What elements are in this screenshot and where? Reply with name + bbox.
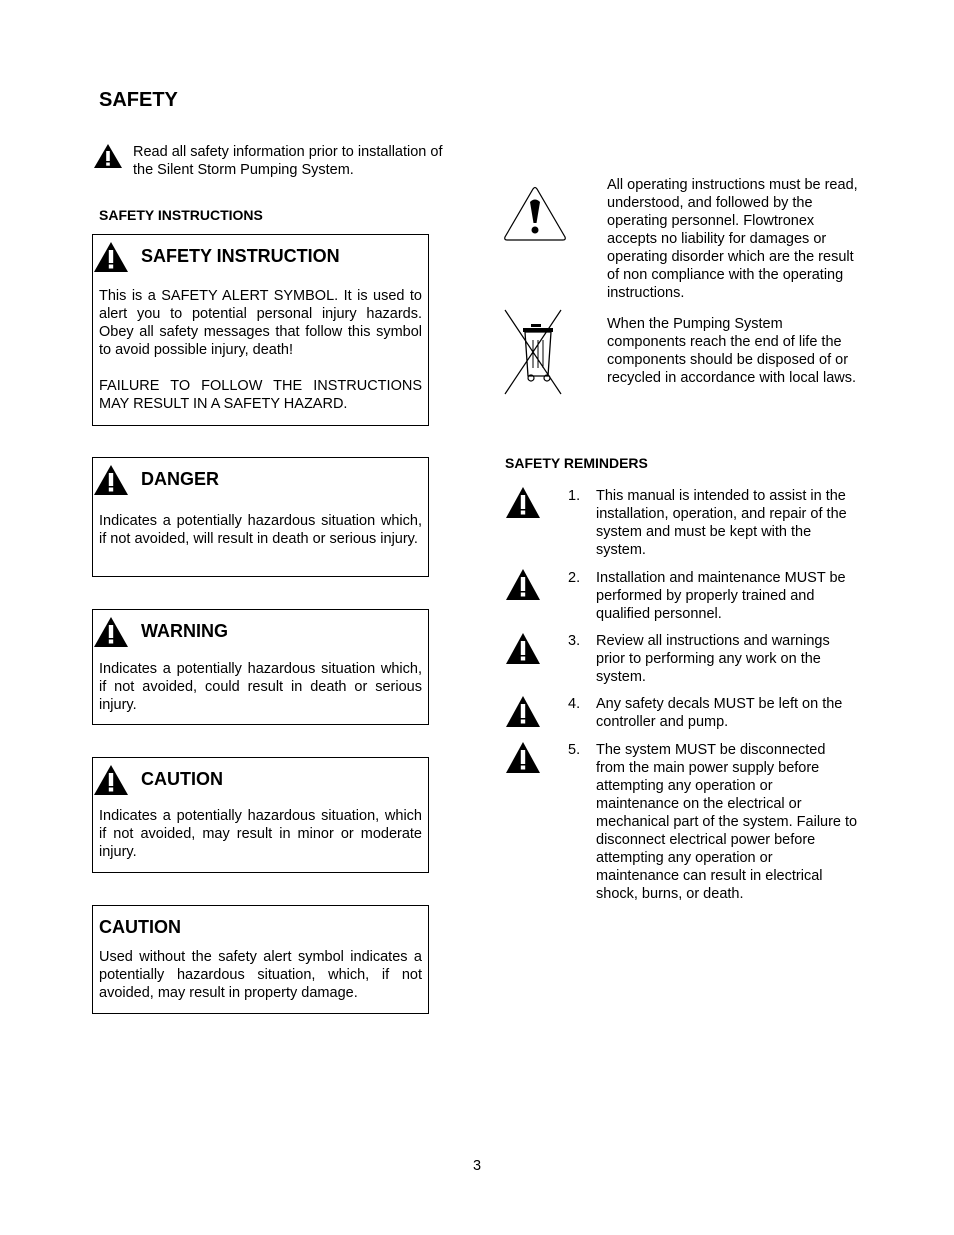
warning-triangle-icon (505, 741, 541, 774)
caution-box (92, 757, 429, 873)
box-paragraph: Indicates a potentially hazardous situation which, if not avoided, could result in death or serious injury. (99, 661, 422, 713)
warning-box (92, 609, 429, 725)
box-body (99, 287, 422, 413)
box-paragraph: This is a SAFETY ALERT SYMBOL. It is used to alert you to potential personal injury hazards. Obey all safety messages that follow this symbol to avoid possible injury, death! (99, 288, 422, 358)
box-paragraph: Indicates a potentially hazardous situation, which if not avoided, may result in minor or moderate injury. (99, 808, 422, 860)
reminder-text: This manual is intended to assist in the installation, operation, and repair of the system and must be kept with the system. (596, 488, 847, 558)
page-title: SAFETY (99, 89, 178, 111)
reminder-number: 4. (568, 696, 581, 712)
reminder-number: 2. (568, 570, 581, 586)
box-body (99, 512, 422, 548)
operating-instructions-notice: All operating instructions must be read, understood, and followed by the operating personnel. Flowtronex accepts no liability for damages or operating disorder which are the result of non compliance with the operating instructions. (607, 177, 858, 301)
box-title: DANGER (141, 469, 220, 489)
crossed-out-wheelie-bin-icon (503, 308, 563, 396)
reminder-number: 1. (568, 488, 581, 504)
reminder-text: Review all instructions and warnings prior to performing any work on the system. (596, 633, 830, 685)
box-paragraph: Used without the safety alert symbol indicates a potentially hazardous situation, which, if not avoided, may result in property damage. (99, 949, 422, 1001)
warning-triangle-icon (505, 568, 541, 601)
reminder-text: The system MUST be disconnected from the main power supply before attempting any operation or maintenance on the electrical or mechanical part of the system. Failure to disconnect electrical power before attempting any operation or maintenance can result in electrical shock, burns, or death. (596, 742, 858, 902)
safety-instruction-box (92, 234, 429, 426)
safety-reminders-heading: SAFETY REMINDERS (505, 455, 648, 471)
box-paragraph: FAILURE TO FOLLOW THE INSTRUCTIONS MAY RESULT IN A SAFETY HAZARD. (99, 378, 422, 412)
box-title: CAUTION (141, 769, 223, 789)
reminder-text: Installation and maintenance MUST be performed by properly trained and qualified personnel. (596, 570, 846, 622)
reminder-number: 3. (568, 633, 581, 649)
page-number: 3 (472, 1158, 482, 1174)
box-body (99, 807, 422, 861)
box-title: CAUTION (99, 917, 181, 937)
intro-text: Read all safety information prior to installation of the Silent Storm Pumping System. (133, 144, 443, 178)
danger-box (92, 457, 429, 577)
box-paragraph: Indicates a potentially hazardous situation which, if not avoided, will result in death or serious injury. (99, 513, 422, 547)
warning-triangle-icon (505, 695, 541, 728)
exclamation-triangle-outline-icon (503, 186, 567, 242)
warning-triangle-icon (505, 632, 541, 665)
box-title: SAFETY INSTRUCTION (141, 246, 340, 266)
box-body (99, 948, 422, 1002)
reminder-text: Any safety decals MUST be left on the controller and pump. (596, 696, 843, 730)
warning-triangle-icon (93, 241, 129, 273)
warning-triangle-icon (93, 764, 129, 796)
safety-instructions-heading: SAFETY INSTRUCTIONS (99, 207, 263, 223)
box-title: WARNING (141, 621, 228, 641)
box-body (99, 660, 422, 714)
caution-property-box (92, 905, 429, 1014)
warning-triangle-icon (93, 616, 129, 648)
reminder-number: 5. (568, 742, 581, 758)
warning-triangle-icon (93, 143, 123, 169)
warning-triangle-icon (505, 486, 541, 519)
disposal-notice: When the Pumping System components reach the end of life the components should be disposed of or recycled in accordance with local laws. (607, 316, 857, 386)
warning-triangle-icon (93, 464, 129, 496)
